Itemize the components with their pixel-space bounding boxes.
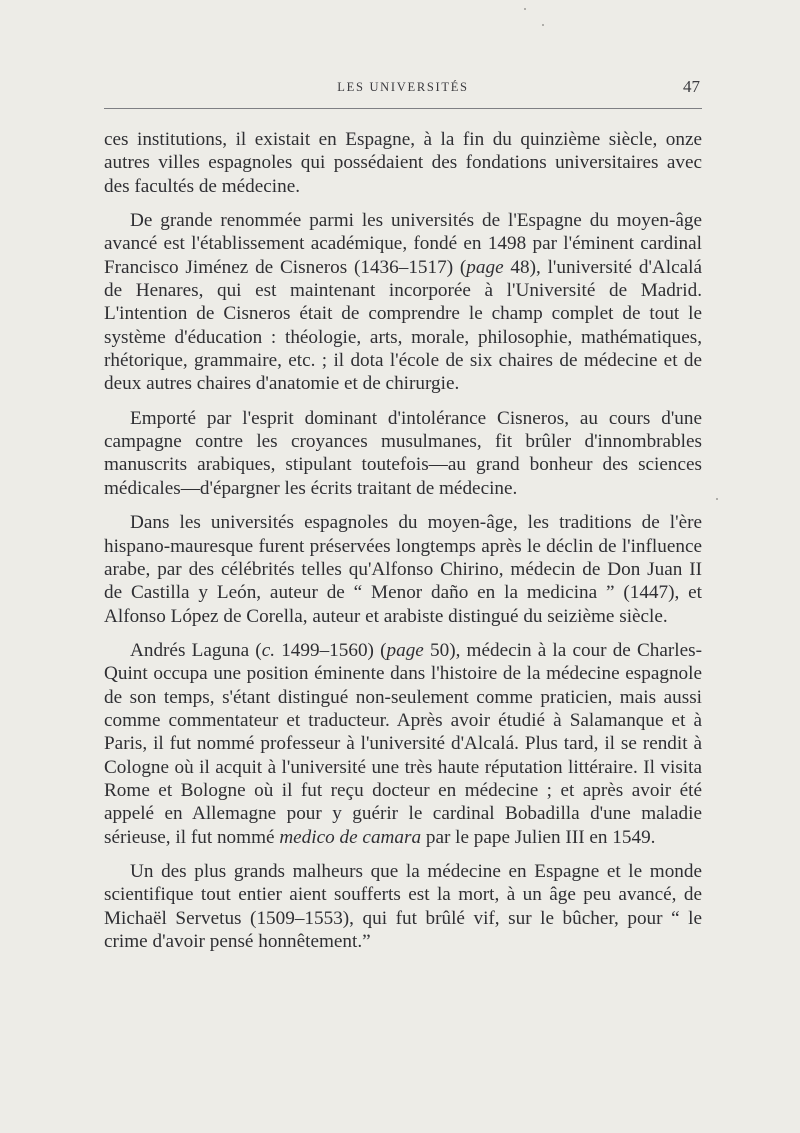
paragraph-text: Andrés Laguna ( bbox=[130, 639, 262, 661]
paragraph-4 bbox=[104, 511, 702, 628]
paragraph-5 bbox=[104, 639, 702, 849]
running-head: LES UNIVERSITÉS bbox=[337, 80, 469, 94]
paper-speck bbox=[524, 8, 526, 10]
paragraph-text: De grande renommée parmi les universités de l'Espagne du moyen-âge avancé est l'établissement académique, fondé en 1498 par l'éminent cardinal Francisco Jiménez de Cisneros (1436–1517) ( bbox=[104, 210, 702, 278]
paragraph-2 bbox=[104, 209, 702, 396]
paper-speck bbox=[716, 498, 718, 500]
page-number: 47 bbox=[683, 77, 700, 96]
body-text bbox=[104, 128, 702, 964]
italic-text: page bbox=[386, 639, 424, 661]
paragraph-1 bbox=[104, 128, 702, 198]
paragraph-text: 48), l'université d'Alcalá de Henares, qui est maintenant incorporée à l'Université de Madrid. L'intention de Cisneros était de comprendre le champ complet de tout le système d'éducation : théologie, arts, morale, philosophie, mathématiques, rhétorique, grammaire, etc. ; il dota l'école de six chaires de médecine et de deux autres chaires d'anatomie et de chirurgie. bbox=[104, 256, 702, 395]
paragraph-text: 50), médecin à la cour de Charles-Quint occupa une position éminente dans l'histoire de la médecine espagnole de son temps, s'étant distingué non-seulement comme praticien, mais aussi comme commentateur et traducteur. Après avoir étudié à Salamanque et à Paris, il fut nommé professeur à l'université d'Alcalá. Plus tard, il se rendit à Cologne où il acquit à l'université une très haute réputation littéraire. Il visita Rome et Bologne où il fut reçu docteur en médecine ; et après avoir été appelé en Allemagne pour y guérir le cardinal Bobadilla d'une maladie sérieuse, il fut nommé bbox=[104, 639, 703, 848]
paper-speck bbox=[542, 24, 544, 26]
italic-text: page bbox=[466, 256, 504, 278]
paragraph-text: par le pape Julien III en 1549. bbox=[421, 826, 656, 848]
paragraph-3 bbox=[104, 407, 702, 500]
paragraph-text: ces institutions, il existait en Espagne, à la fin du quinzième siècle, onze autres villes espagnoles qui possédaient des fondations universitaires avec des facultés de médecine. bbox=[104, 129, 702, 197]
italic-text: medico de camara bbox=[279, 826, 422, 848]
italic-text: c. bbox=[261, 639, 276, 661]
paragraph-text: Un des plus grands malheurs que la médecine en Espagne et le monde scientifique tout entier aient soufferts est la mort, à un âge peu avancé, de Michaël Servetus (1509–1553), qui fut brûlé vif, sur le bûcher, pour “ le crime d'avoir pensé honnêtement.” bbox=[104, 860, 702, 952]
header-rule bbox=[104, 108, 702, 109]
paragraph-text: 1499–1560) ( bbox=[275, 639, 387, 661]
paragraph-6 bbox=[104, 860, 702, 953]
paragraph-text: Dans les universités espagnoles du moyen-âge, les traditions de l'ère hispano-mauresque furent préservées longtemps après le déclin de l'influence arabe, par des célébrités telles qu'Alfonso Chirino, médecin de Don Juan II de Castilla y León, auteur de “ Menor daño en la medicina ” (1447), et Alfonso López de Corella, auteur et arabiste distingué du seizième siècle. bbox=[104, 512, 702, 627]
paragraph-text: Emporté par l'esprit dominant d'intolérance Cisneros, au cours d'une campagne contre les croyances musulmanes, fit brûler d'innombrables manuscrits arabiques, stipulant toutefois—au grand bonheur des sciences médicales—d'épargner les écrits traitant de médecine. bbox=[104, 407, 702, 499]
page-header bbox=[104, 77, 702, 104]
